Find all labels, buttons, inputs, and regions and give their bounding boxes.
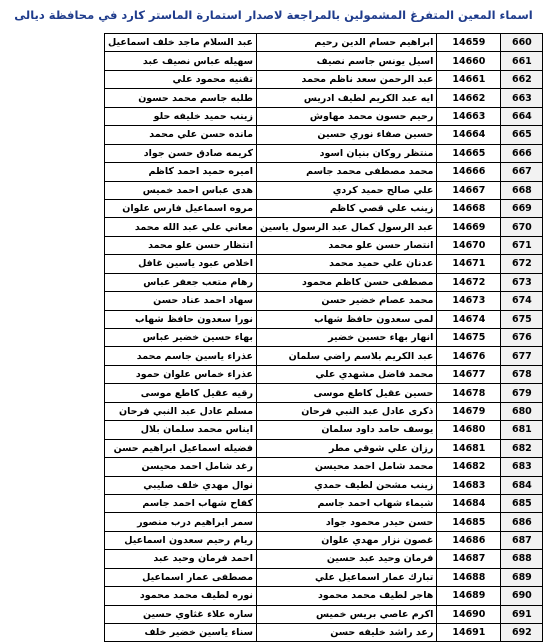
row-name-primary: زينب مشحن لطيف حمدي (256, 476, 436, 494)
row-id-number: 14668 (437, 199, 501, 217)
row-sequence-number: 667 (501, 163, 543, 181)
row-sequence-number: 683 (501, 458, 543, 476)
row-name-secondary: معاني علي عبد الله محمد (105, 218, 257, 236)
row-id-number: 14675 (437, 329, 501, 347)
row-name-secondary: زينب حميد خليفه حلو (105, 107, 257, 125)
row-sequence-number: 680 (501, 402, 543, 420)
row-name-primary: هاجر لطيف محمد محمود (256, 587, 436, 605)
row-id-number: 14676 (437, 347, 501, 365)
row-name-primary: عدنان علي حميد محمد (256, 255, 436, 273)
row-name-primary: زينب علي قصي كاظم (256, 199, 436, 217)
table-row (105, 624, 543, 642)
row-id-number: 14665 (437, 144, 501, 162)
row-name-primary: حسين صفاء نوري حسين (256, 126, 436, 144)
row-sequence-number: 688 (501, 550, 543, 568)
row-name-primary: حسن حيدر محمود جواد (256, 513, 436, 531)
row-sequence-number: 665 (501, 126, 543, 144)
row-name-secondary: ساره علاء غثاوي حسين (105, 605, 257, 623)
table-row (105, 218, 543, 236)
row-sequence-number: 685 (501, 494, 543, 512)
row-sequence-number: 672 (501, 255, 543, 273)
row-sequence-number: 687 (501, 531, 543, 549)
row-name-secondary: عذراء ياسين جاسم محمد (105, 347, 257, 365)
row-id-number: 14679 (437, 402, 501, 420)
row-id-number: 14672 (437, 273, 501, 291)
row-id-number: 14669 (437, 218, 501, 236)
table-row (105, 310, 543, 328)
table-row (105, 421, 543, 439)
row-sequence-number: 668 (501, 181, 543, 199)
table-row (105, 550, 543, 568)
table-row (105, 402, 543, 420)
row-name-secondary: اميره حميد احمد كاظم (105, 163, 257, 181)
table-row (105, 384, 543, 402)
row-sequence-number: 661 (501, 52, 543, 70)
row-name-secondary: مسلم عادل عبد النبي فرحان (105, 402, 257, 420)
table-row (105, 126, 543, 144)
row-sequence-number: 689 (501, 568, 543, 586)
row-id-number: 14670 (437, 236, 501, 254)
row-sequence-number: 686 (501, 513, 543, 531)
row-name-primary: فرمان وحيد عبد حسين (256, 550, 436, 568)
row-name-secondary: سهيله عباس نصيف عبد (105, 52, 257, 70)
row-id-number: 14688 (437, 568, 501, 586)
row-name-primary: عبد الرسول كمال عبد الرسول ياسين (256, 218, 436, 236)
row-name-primary: لمى سعدون حافظ شهاب (256, 310, 436, 328)
row-sequence-number: 692 (501, 624, 543, 642)
row-name-primary: ايه عبد الكريم لطيف ادريس (256, 89, 436, 107)
row-sequence-number: 662 (501, 70, 543, 88)
table-row (105, 605, 543, 623)
row-sequence-number: 681 (501, 421, 543, 439)
row-name-primary: محمد مصطفى محمد جاسم (256, 163, 436, 181)
row-sequence-number: 679 (501, 384, 543, 402)
row-name-secondary: كفاح شهاب احمد جاسم (105, 494, 257, 512)
table-row (105, 568, 543, 586)
row-id-number: 14662 (437, 89, 501, 107)
row-sequence-number: 669 (501, 199, 543, 217)
row-name-primary: مصطفى حسن كاظم محمود (256, 273, 436, 291)
row-id-number: 14689 (437, 587, 501, 605)
table-row (105, 89, 543, 107)
row-name-secondary: ايناس محمد سلمان بلال (105, 421, 257, 439)
row-name-secondary: سناء ياسين خضير خلف (105, 624, 257, 642)
row-name-primary: علي صالح حميد كردي (256, 181, 436, 199)
row-sequence-number: 690 (501, 587, 543, 605)
row-name-secondary: بهاء حسين خضير عباس (105, 329, 257, 347)
row-name-secondary: نوره لطيف محمد محمود (105, 587, 257, 605)
table-row (105, 476, 543, 494)
row-sequence-number: 684 (501, 476, 543, 494)
row-name-primary: انهار بهاء حسين خضير (256, 329, 436, 347)
row-name-secondary: ريام رحيم سعدون اسماعيل (105, 531, 257, 549)
row-sequence-number: 666 (501, 144, 543, 162)
row-name-primary: ذكرى عادل عبد النبي فرحان (256, 402, 436, 420)
row-name-secondary: نوال مهدي خلف صليبي (105, 476, 257, 494)
row-sequence-number: 675 (501, 310, 543, 328)
row-sequence-number: 678 (501, 365, 543, 383)
row-sequence-number: 691 (501, 605, 543, 623)
row-sequence-number: 664 (501, 107, 543, 125)
row-name-secondary: عبد السلام ماجد خلف اسماعيل (105, 34, 257, 52)
row-sequence-number: 660 (501, 34, 543, 52)
row-name-primary: محمد شامل احمد محيسن (256, 458, 436, 476)
row-sequence-number: 673 (501, 273, 543, 291)
row-id-number: 14687 (437, 550, 501, 568)
table-row (105, 255, 543, 273)
row-sequence-number: 677 (501, 347, 543, 365)
row-id-number: 14680 (437, 421, 501, 439)
row-id-number: 14661 (437, 70, 501, 88)
row-name-primary: يوسف حامد داود سلمان (256, 421, 436, 439)
row-name-primary: تبارك عمار اسماعيل علي (256, 568, 436, 586)
table-row (105, 144, 543, 162)
row-id-number: 14678 (437, 384, 501, 402)
table-row (105, 365, 543, 383)
row-name-secondary: سهاد احمد عناد حسن (105, 292, 257, 310)
row-id-number: 14659 (437, 34, 501, 52)
table-row (105, 292, 543, 310)
row-sequence-number: 663 (501, 89, 543, 107)
row-sequence-number: 674 (501, 292, 543, 310)
row-id-number: 14674 (437, 310, 501, 328)
row-id-number: 14667 (437, 181, 501, 199)
row-name-secondary: رهام متعب جعفر عباس (105, 273, 257, 291)
row-id-number: 14671 (437, 255, 501, 273)
table-row (105, 107, 543, 125)
table-row (105, 329, 543, 347)
row-name-secondary: رقيه عقيل كاطع موسى (105, 384, 257, 402)
row-name-secondary: احمد فرمان وحيد عبد (105, 550, 257, 568)
row-id-number: 14673 (437, 292, 501, 310)
row-name-primary: اسيل يونس جاسم نصيف (256, 52, 436, 70)
row-id-number: 14683 (437, 476, 501, 494)
row-name-secondary: مروه اسماعيل فارس علوان (105, 199, 257, 217)
row-name-secondary: عذراء خماس علوان حمود (105, 365, 257, 383)
row-id-number: 14677 (437, 365, 501, 383)
row-name-secondary: هدى عباس احمد خميس (105, 181, 257, 199)
row-id-number: 14660 (437, 52, 501, 70)
table-row (105, 163, 543, 181)
table-row (105, 273, 543, 291)
row-name-secondary: مانده حسن علي محمد (105, 126, 257, 144)
row-name-secondary: نورا سعدون حافظ شهاب (105, 310, 257, 328)
row-id-number: 14666 (437, 163, 501, 181)
row-name-primary: حسين عقيل كاطع موسى (256, 384, 436, 402)
row-id-number: 14681 (437, 439, 501, 457)
row-name-primary: عبد الكريم بلاسم راضي سلمان (256, 347, 436, 365)
table-row (105, 513, 543, 531)
row-name-secondary: انتظار حسن علو محمد (105, 236, 257, 254)
row-name-secondary: كريمه صادق حسن جواد (105, 144, 257, 162)
row-name-secondary: تقنيه محمود علي (105, 70, 257, 88)
row-sequence-number: 682 (501, 439, 543, 457)
row-id-number: 14690 (437, 605, 501, 623)
table-row (105, 199, 543, 217)
row-sequence-number: 670 (501, 218, 543, 236)
row-id-number: 14664 (437, 126, 501, 144)
row-name-primary: محمد فاضل مشهدي علي (256, 365, 436, 383)
row-name-primary: شيماء شهاب احمد جاسم (256, 494, 436, 512)
row-id-number: 14682 (437, 458, 501, 476)
table-row (105, 347, 543, 365)
row-name-primary: رعد راشد خليفه حسن (256, 624, 436, 642)
table-row (105, 494, 543, 512)
row-id-number: 14685 (437, 513, 501, 531)
row-name-secondary: سمر ابراهيم درب منصور (105, 513, 257, 531)
table-row (105, 70, 543, 88)
beneficiary-table (104, 33, 543, 642)
table-row (105, 52, 543, 70)
row-name-primary: ابراهيم حسام الدين رحيم (256, 34, 436, 52)
row-name-primary: رزان علي شوقي مطر (256, 439, 436, 457)
page-title: اسماء المعين المتفرغ المشمولين بالمراجعة لاصدار استمارة الماستر كارد في محافظة ديالى (14, 8, 533, 22)
row-sequence-number: 676 (501, 329, 543, 347)
table-row (105, 587, 543, 605)
row-id-number: 14686 (437, 531, 501, 549)
row-name-secondary: اخلاص عبود ياسين غافل (105, 255, 257, 273)
row-name-secondary: طلبه جاسم محمد حسون (105, 89, 257, 107)
row-sequence-number: 671 (501, 236, 543, 254)
row-id-number: 14691 (437, 624, 501, 642)
row-name-primary: عبد الرحمن سعد ناظم محمد (256, 70, 436, 88)
table-row (105, 236, 543, 254)
row-name-primary: انتصار حسن علو محمد (256, 236, 436, 254)
row-name-secondary: رغد شامل احمد محيسن (105, 458, 257, 476)
table-row (105, 531, 543, 549)
row-name-primary: منتظر روكان بنيان اسود (256, 144, 436, 162)
row-name-primary: اكرم عاصي بريس خميس (256, 605, 436, 623)
table-row (105, 439, 543, 457)
row-id-number: 14663 (437, 107, 501, 125)
row-name-primary: غصون نزار مهدي علوان (256, 531, 436, 549)
row-name-secondary: مصطفى عمار اسماعيل (105, 568, 257, 586)
row-id-number: 14684 (437, 494, 501, 512)
table-row (105, 181, 543, 199)
table-row (105, 458, 543, 476)
row-name-secondary: فضيله اسماعيل ابراهيم حسن (105, 439, 257, 457)
row-name-primary: محمد عصام خضير حسن (256, 292, 436, 310)
table-row (105, 34, 543, 52)
row-name-primary: رحيم حسون محمد مهاوش (256, 107, 436, 125)
